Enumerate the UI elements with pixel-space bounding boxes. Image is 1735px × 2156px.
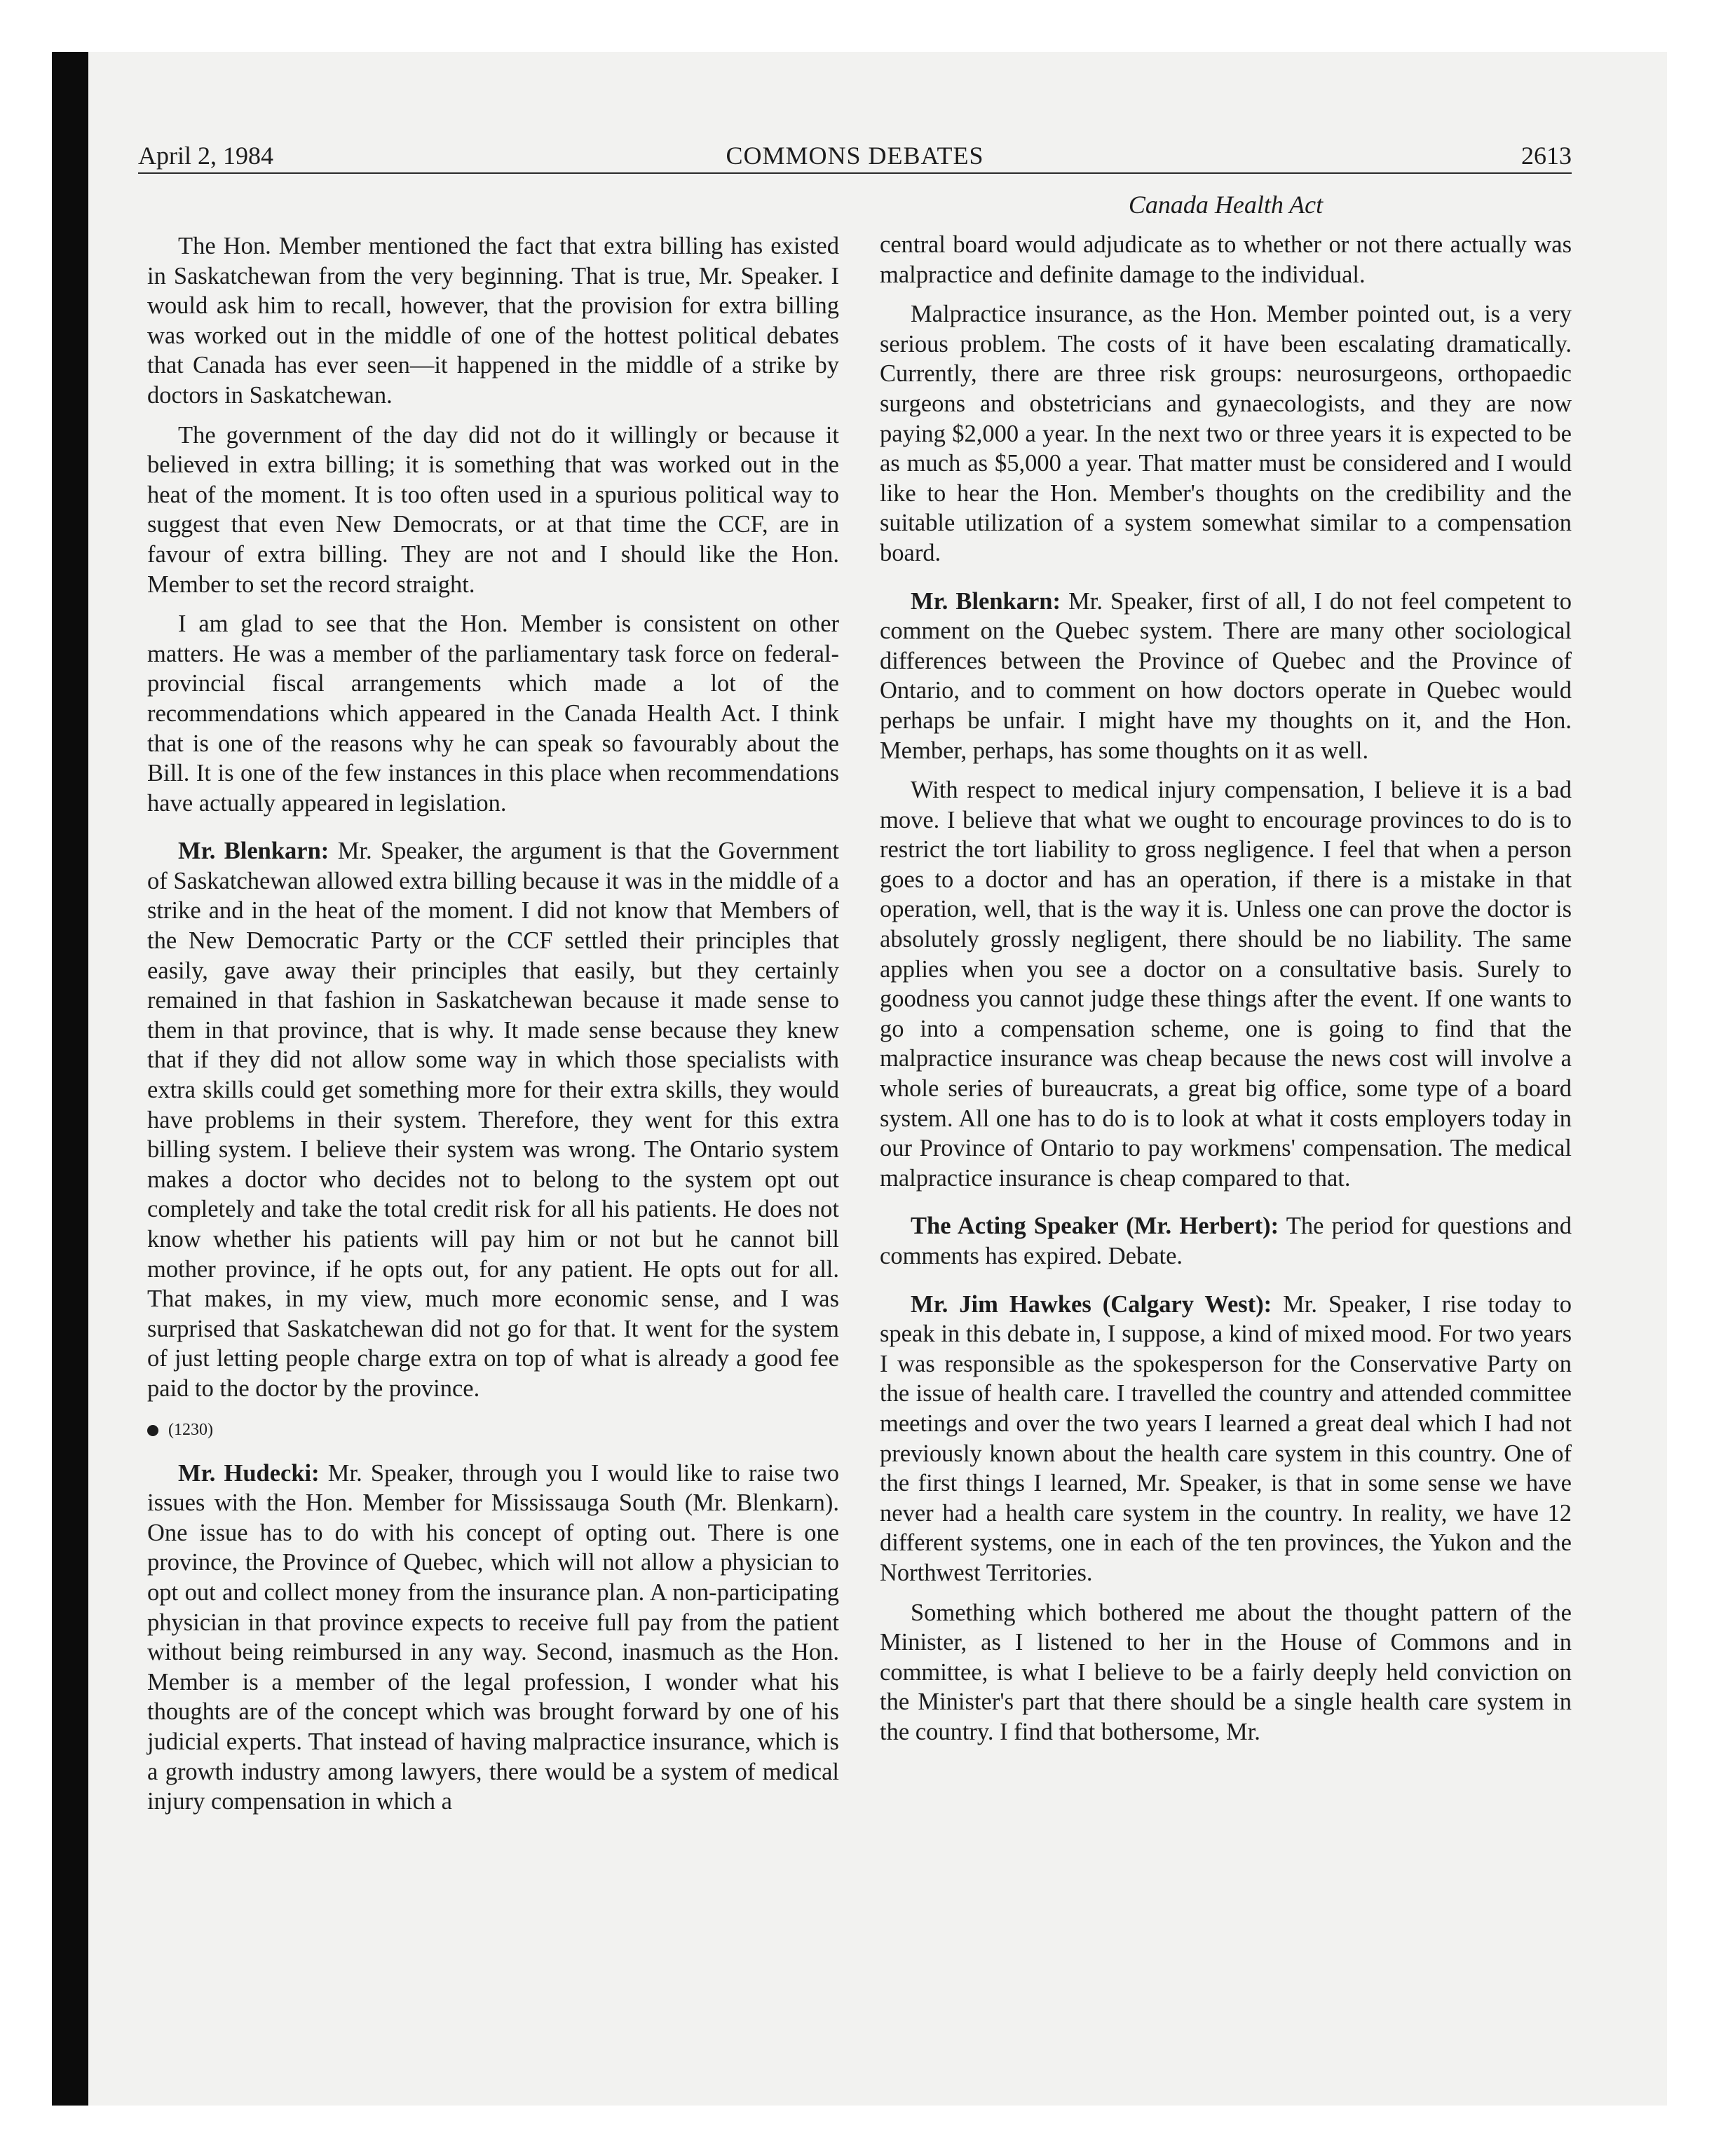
speech-text: The period for questions and comments has expired. Debate. bbox=[880, 1213, 1572, 1269]
speech-hudecki bbox=[147, 1459, 839, 1817]
speaker-name: Mr. Jim Hawkes (Calgary West): bbox=[911, 1290, 1272, 1318]
bullet-icon bbox=[147, 1425, 158, 1436]
speech-hawkes bbox=[880, 1290, 1572, 1588]
left-column bbox=[147, 231, 839, 1827]
scan-binding-strip bbox=[52, 52, 88, 2106]
running-head: Canada Health Act bbox=[1128, 191, 1324, 219]
time-marker-text: (1230) bbox=[168, 1420, 213, 1439]
paragraph: The Hon. Member mentioned the fact that extra billing has existed in Saskatchewan from the very beginning. That is true, Mr. Speaker. I would ask him to recall, however, that the provision for extra billing was worked out in the middle of one of the hottest political debates that Canada has ever seen—it happened in the middle of a strike by doctors in Saskatchewan. bbox=[147, 233, 839, 409]
scan-margin bbox=[0, 0, 52, 2156]
paragraph: Malpractice insurance, as the Hon. Member pointed out, is a very serious problem. The costs of it have been escalating dramatically. Currently, there are three risk groups: neurosurgeons, orthopaedic surgeons and obstetricians and gynaecologists, and they are now paying $2,000 a year. In the next two or three years it is expected to be as much as $5,000 a year. That matter must be considered and I would like to hear the Hon. Member's thoughts on the credibility and the suitable utilization of a system somewhat similar to a compensation board. bbox=[880, 301, 1572, 566]
speaker-name: Mr. Blenkarn: bbox=[911, 587, 1061, 615]
speech-text: Mr. Speaker, I rise today to speak in this debate in, I suppose, a kind of mixed mood. For two years I was responsible as the spokesperson for the Conservative Party on the issue of health care. I travelled the country and attended committee meetings and over the two years I learned a great deal which I had not previously known about the health care system in this country. One of the first things I learned, Mr. Speaker, is that in some sense we have never had a health care system in the country. In reality, we have 12 different systems, one in each of the ten provinces, the Yukon and the Northwest Territories. bbox=[880, 1290, 1572, 1586]
speech-blenkarn-1 bbox=[147, 836, 839, 1403]
page-header bbox=[138, 140, 1572, 174]
paragraph: The government of the day did not do it willingly or because it believed in extra billing; it is something that was worked out in the heat of the moment. It is too often used in a spurious political way to suggest that even New Democrats, or at that time the CCF, are in favour of extra billing. They are not and I should like the Hon. Member to set the record straight. bbox=[147, 421, 839, 598]
header-date: April 2, 1984 bbox=[138, 142, 273, 170]
paragraph: With respect to medical injury compensation, I believe it is a bad move. I believe that what we ought to encourage provinces to do is to restrict the tort liability to gross negligence. I feel that when a person goes to a doctor and has an operation, if there is a mistake in that operation, well, that is the way it is. Unless one can prove the doctor is absolutely grossly negligent, there should be no liability. The same applies when you see a doctor on a consultative basis. Surely to goodness you cannot judge these things after the event. If one wants to go into a compensation scheme, one is going to find that the malpractice insurance was cheap because the news cost will involve a whole series of bureaucrats, a great big office, some type of a board system. All one has to do is to look at what it costs employers today in our Province of Ontario to pay workmens' compensation. The medical malpractice insurance is cheap compared to that. bbox=[880, 777, 1572, 1192]
speech-acting-speaker bbox=[880, 1211, 1572, 1271]
speaker-name: Mr. Blenkarn: bbox=[178, 838, 329, 865]
paragraph: Something which bothered me about the thought pattern of the Minister, as I listened to her in the House of Commons and in committee, is what I believe to be a fairly deeply held conviction on the Minister's part that there should be a single health care system in the country. I find that bothersome, Mr. bbox=[880, 1599, 1572, 1745]
speech-text: Mr. Speaker, first of all, I do not feel competent to comment on the Quebec system. There are many other sociological differences between the Province of Quebec and the Province of Ontario, and to comment on how doctors operate in Quebec would perhaps be unfair. I might have my thoughts on it, and the Hon. Member, perhaps, has some thoughts on it as well. bbox=[880, 587, 1572, 764]
speech-blenkarn-2 bbox=[880, 587, 1572, 766]
time-marker bbox=[147, 1419, 839, 1440]
speech-text: Mr. Speaker, through you I would like to raise two issues with the Hon. Member for Mississauga South (Mr. Blenkarn). One issue has to do with his concept of opting out. There is one province, the Province of Quebec, which will not allow a physician to opt out and collect money from the insurance plan. A non-participating physician in that province expects to receive full pay from the patient without being reimbursed in any way. Second, inasmuch as the Hon. Member is a member of the legal profession, I wonder what his thoughts are of the concept which was brought forward by one of his judicial experts. That instead of having malpractice insurance, which is a growth industry among lawyers, there would be a system of medical injury compensation in which a bbox=[147, 1459, 839, 1815]
right-column bbox=[880, 230, 1572, 1757]
header-page-number: 2613 bbox=[1521, 142, 1572, 170]
speaker-name: The Acting Speaker (Mr. Herbert): bbox=[911, 1213, 1279, 1240]
header-title: COMMONS DEBATES bbox=[726, 142, 984, 170]
speaker-name: Mr. Hudecki: bbox=[178, 1459, 320, 1487]
paragraph: I am glad to see that the Hon. Member is consistent on other matters. He was a member of the parliamentary task force on federal-provincial fiscal arrangements which made a lot of the recommendations which appeared in the Canada Health Act. I think that is one of the reasons why he can speak so favourably about the Bill. It is one of the few instances in this place when recommendations have actually appeared in legislation. bbox=[147, 610, 839, 817]
speech-text: Mr. Speaker, the argument is that the Government of Saskatchewan allowed extra billing because it was in the middle of a strike and in the heat of the moment. I did not know that Members of the New Democratic Party or the CCF settled their principles that easily, gave away their principles that easily, but they certainly remained in that fashion in Saskatchewan because it made sense to them in that province, that is why. It made sense because they knew that if they did not allow some way in which those specialists with extra skills could get something more for their extra skills, they would have problems in their system. Therefore, they went for this extra billing system. I believe their system was wrong. The Ontario system makes a doctor who decides not to belong to the system opt out completely and take the total credit risk for all his patients. He does not know whether his patients will pay him or not but he cannot bill mother province, if he opts out, for any patient. He opts out for all. That makes, in my view, much more economic sense, and I was surprised that Saskatchewan did not go for that. It went for the system of just letting people charge extra on top of what is already a good fee paid to the doctor by the province. bbox=[147, 838, 839, 1402]
paragraph: central board would adjudicate as to whether or not there actually was malpractice and definite damage to the individual. bbox=[880, 231, 1572, 288]
